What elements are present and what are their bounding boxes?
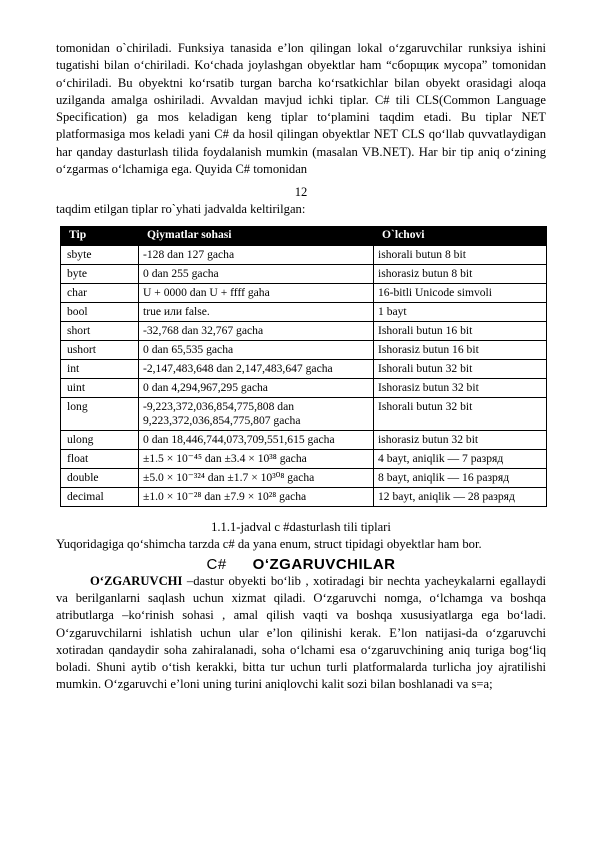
variable-term: O‘ZGARUVCHI [90,573,183,588]
section-heading [56,556,546,573]
size-cell: Ishorasiz butun 32 bit [374,379,547,398]
table-row [61,450,547,469]
range-cell: ±5.0 × 10⁻³²⁴ dan ±1.7 × 10³⁰⁸ gacha [139,469,374,488]
table-row [61,284,547,303]
type-cell: float [61,450,139,469]
size-cell: 12 bayt, aniqlik — 28 разряд [374,488,547,507]
type-cell: int [61,360,139,379]
type-cell: double [61,469,139,488]
types-table [60,226,547,507]
header-type: Tip [61,227,139,246]
type-cell: sbyte [61,246,139,265]
table-caption: 1.1.1-jadval c #dasturlash tili tiplari [211,520,391,535]
range-cell: true или false. [139,303,374,322]
type-cell: bool [61,303,139,322]
type-cell: ulong [61,431,139,450]
table-row [61,360,547,379]
range-cell: -2,147,483,648 dan 2,147,483,647 gacha [139,360,374,379]
table-row [61,341,547,360]
document-page [56,40,546,694]
table-row [61,303,547,322]
table-row [61,246,547,265]
size-cell: Ishorali butun 32 bit [374,360,547,379]
table-row [61,488,547,507]
size-cell: ishorasiz butun 32 bit [374,431,547,450]
table-row [61,322,547,341]
range-cell: 0 dan 18,446,744,073,709,551,615 gacha [139,431,374,450]
size-cell: Ishorali butun 16 bit [374,322,547,341]
range-cell: U + 0000 dan U + ffff gaha [139,284,374,303]
size-cell: ishorasiz butun 8 bit [374,265,547,284]
paragraph-intro: tomonidan o`chiriladi. Funksiya tanasida e’lon qilingan lokal o‘zgaruvchilar runksiya ishini tugatishi bilan o‘chiriladi. Ko‘chada joylashgan obyektlar ham “сборщик мусора” tomonidan o‘chiriladi. Bu obyektni ko‘rsatib turgan barcha ko‘rsatkichlar bilan obyekt orasidagi aloqa uzilganda amalga oshiriladi. Avvaldan mavjud ichki tiplar. C# tili CLS(Common Language Specification) ga mos keladigan keng tiplar to‘plamini taqdim etadi. Bu tiplar NET platformasiga mos keladi yani C# da hosil qilingan obyektlar NET CLS qo‘llab quvvatlaydigan har qanday dasturlash tilida foydalanish mumkin (masalan VB.NET). Har bir tip aniq o‘zining o‘zgarmas o‘lchamiga ega. Quyida C# tomonidan [56,41,546,177]
range-cell: ±1.5 × 10⁻⁴⁵ dan ±3.4 × 10³⁸ gacha [139,450,374,469]
table-row [61,469,547,488]
range-cell: 0 dan 65,535 gacha [139,341,374,360]
heading-language: C# [206,555,227,573]
size-cell: Ishorali butun 32 bit [374,398,547,431]
range-cell: 0 dan 255 gacha [139,265,374,284]
size-cell: 4 bayt, aniqlik — 7 разряд [374,450,547,469]
table-row [61,398,547,431]
type-cell: short [61,322,139,341]
page-number: 12 [294,185,308,200]
size-cell: ishorali butun 8 bit [374,246,547,265]
size-cell: 1 bayt [374,303,547,322]
type-cell: long [61,398,139,431]
table-row [61,379,547,398]
table-intro-text: taqdim etilgan tiplar ro`yhati jadvalda keltirilgan: [56,202,306,217]
header-size: O`lchovi [374,227,547,246]
table-header-row [61,227,547,246]
type-cell: ushort [61,341,139,360]
header-range: Qiymatlar sohasi [139,227,374,246]
table-row [61,265,547,284]
paragraph-variables [56,573,546,694]
size-cell: 8 bayt, aniqlik — 16 разряд [374,469,547,488]
range-cell: -32,768 dan 32,767 gacha [139,322,374,341]
type-cell: decimal [61,488,139,507]
type-cell: byte [61,265,139,284]
range-cell: ±1.0 × 10⁻²⁸ dan ±7.9 × 10²⁸ gacha [139,488,374,507]
range-cell: -9,223,372,036,854,775,808 dan 9,223,372,036,854,775,807 gacha [139,398,374,431]
size-cell: Ishorasiz butun 16 bit [374,341,547,360]
paragraph-additional-types: Yuqoridagiga qo‘shimcha tarzda c# da yana enum, struct tipidagi obyektlar ham bor. [56,537,482,552]
range-cell: 0 dan 4,294,967,295 gacha [139,379,374,398]
heading-title: O‘ZGARUVCHILAR [252,555,396,573]
table-row [61,431,547,450]
variable-definition: –dastur obyekti bo‘lib , xotiradagi bir nechta yacheykalarni egallaydi va berilganlarni saqlash uchun xizmat qiladi. O‘zgaruvchi nomga, o‘lchamga va boshqa atributlarga –ko‘rinish sohasi , amal qilish vaqti va boshqa xususiyatlarga ega bo‘ladi. O‘zgaruvchilarni ishlatish uchun ular e’lon qilinishi kerak. E’lon natijasi-da o‘zgaruvchi xotiradan qandaydir soha zahiralanadi, soha o‘lchami esa o‘zgaruvchining aniq turiga bog‘liq boladi. Shuni aytib o‘tish kerakki, bitta tur uchun turli platformalarda turlicha joy ajratilishi mumkin. O‘zgaruvchi e’loni uning turini aniqlovchi kalit sozi bilan boshlanadi va s=a; [56,573,546,692]
type-cell: uint [61,379,139,398]
type-cell: char [61,284,139,303]
range-cell: -128 dan 127 gacha [139,246,374,265]
size-cell: 16-bitli Unicode simvoli [374,284,547,303]
